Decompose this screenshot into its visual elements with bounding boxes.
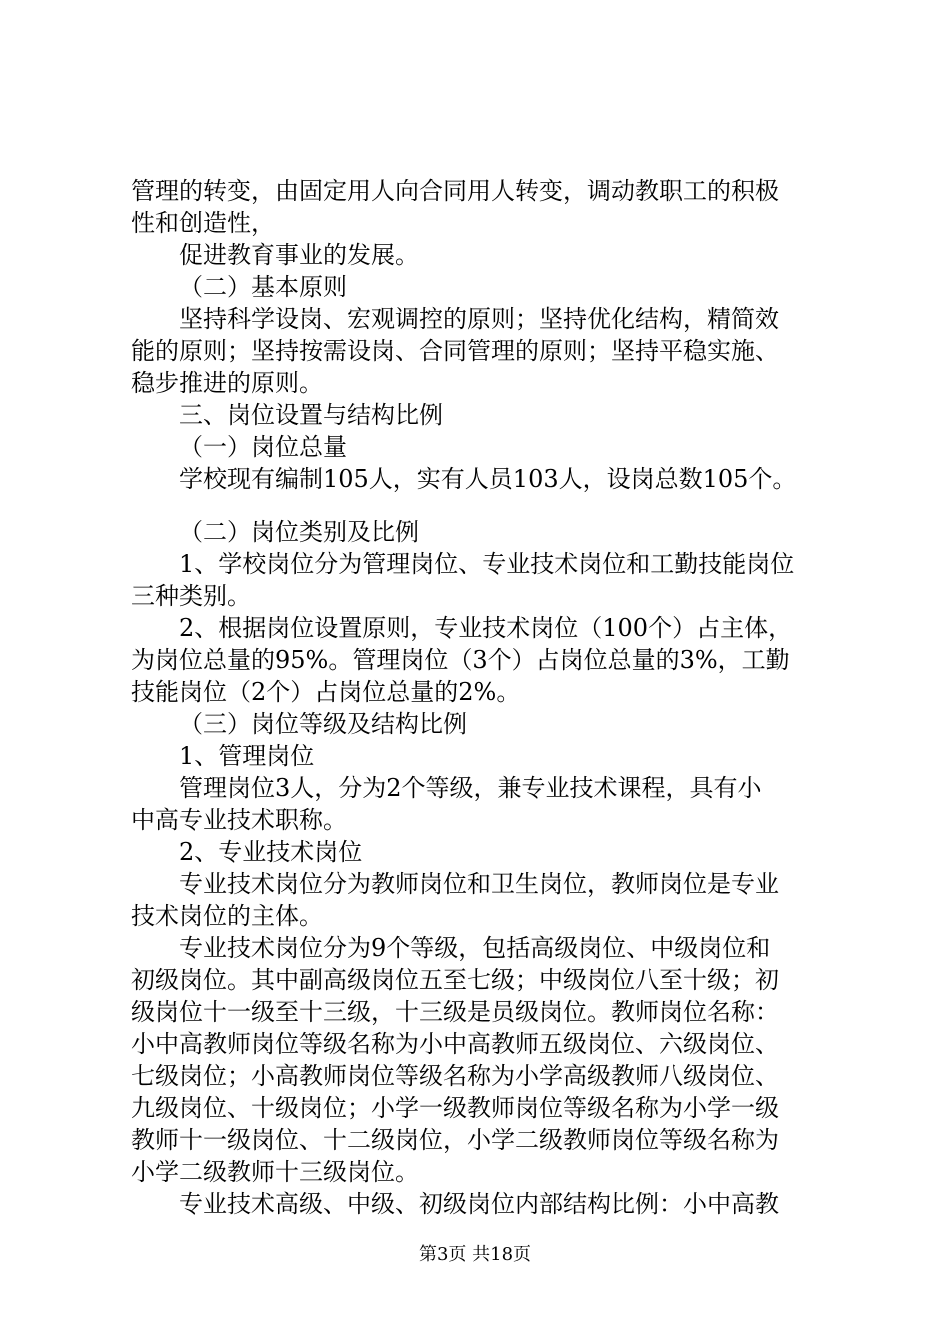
- text-line: 三种类别。: [131, 582, 251, 610]
- text-line: 促进教育事业的发展。: [179, 241, 419, 269]
- section-heading: （二）岗位类别及比例: [179, 518, 419, 546]
- section-heading: 三、岗位设置与结构比例: [179, 401, 443, 429]
- text-line: 九级岗位、十级岗位；小学一级教师岗位等级名称为小学一级: [131, 1094, 779, 1122]
- text-line: 坚持科学设岗、宏观调控的原则；坚持优化结构，精简效: [179, 305, 779, 333]
- text-line: 初级岗位。其中副高级岗位五至七级；中级岗位八至十级；初: [131, 966, 779, 994]
- text-line: 专业技术岗位分为教师岗位和卫生岗位，教师岗位是专业: [179, 870, 779, 898]
- text-line: 小学二级教师十三级岗位。: [131, 1158, 419, 1186]
- text-line: 性和创造性，: [131, 209, 275, 237]
- text-line: 管理的转变，由固定用人向合同用人转变，调动教职工的积极: [131, 177, 779, 205]
- text-line: 中高专业技术职称。: [131, 806, 347, 834]
- text-line: 专业技术高级、中级、初级岗位内部结构比例：小中高教: [179, 1190, 779, 1218]
- text-line: 小中高教师岗位等级名称为小中高教师五级岗位、六级岗位、: [131, 1030, 779, 1058]
- text-line: 能的原则；坚持按需设岗、合同管理的原则；坚持平稳实施、: [131, 337, 779, 365]
- section-heading: 1、管理岗位: [179, 742, 315, 770]
- text-line: 技术岗位的主体。: [131, 902, 323, 930]
- text-line: 学校现有编制105人，实有人员103人，设岗总数105个。: [179, 465, 797, 493]
- section-heading: （二）基本原则: [179, 273, 347, 301]
- page-footer: 第3页 共18页: [418, 1244, 532, 1265]
- text-line: 专业技术岗位分为9个等级，包括高级岗位、中级岗位和: [179, 934, 771, 962]
- text-line: 教师十一级岗位、十二级岗位，小学二级教师岗位等级名称为: [131, 1126, 779, 1154]
- section-heading: 2、专业技术岗位: [179, 838, 363, 866]
- text-line: 为岗位总量的95%。管理岗位（3个）占岗位总量的3%，工勤: [131, 646, 790, 674]
- text-line: 1、学校岗位分为管理岗位、专业技术岗位和工勤技能岗位: [179, 550, 795, 578]
- section-heading: （一）岗位总量: [179, 433, 347, 461]
- text-line: 稳步推进的原则。: [131, 369, 323, 397]
- section-heading: （三）岗位等级及结构比例: [179, 710, 467, 738]
- text-line: 管理岗位3人，分为2个等级，兼专业技术课程，具有小: [179, 774, 762, 802]
- text-line: 级岗位十一级至十三级，十三级是员级岗位。教师岗位名称：: [131, 998, 779, 1026]
- text-line: 七级岗位；小高教师岗位等级名称为小学高级教师八级岗位、: [131, 1062, 779, 1090]
- text-line: 2、根据岗位设置原则，专业技术岗位（100个）占主体，: [179, 614, 793, 642]
- text-line: 技能岗位（2个）占岗位总量的2%。: [131, 678, 521, 706]
